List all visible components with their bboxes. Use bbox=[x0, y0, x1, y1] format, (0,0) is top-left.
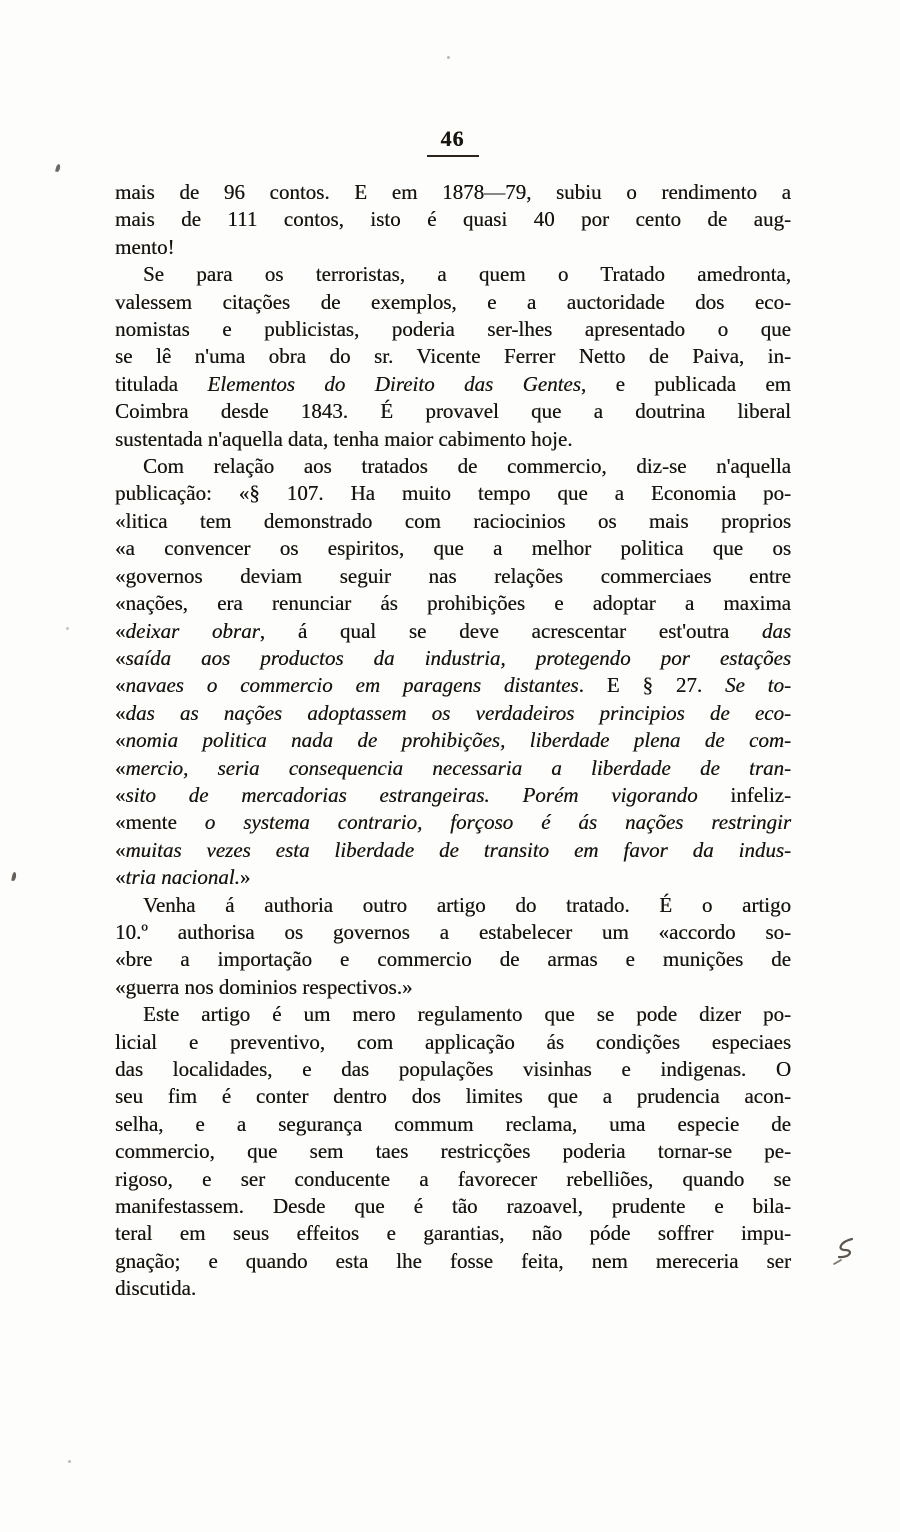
text-segment: rigoso, e ser conducente a favorecer rebelliões, quando se bbox=[115, 1166, 791, 1191]
text-line bbox=[115, 1275, 791, 1302]
text-line bbox=[115, 809, 791, 836]
text-line bbox=[115, 508, 791, 535]
text-segment: «governos deviam seguir nas relações commerciaes entre bbox=[115, 563, 791, 588]
italic-text-segment: sito de mercadorias estrangeiras. Porém vigorando bbox=[125, 782, 698, 807]
text-line bbox=[115, 206, 791, 233]
italic-text-segment: Elementos do Direito das Gentes bbox=[207, 371, 581, 396]
ink-speck bbox=[68, 1460, 71, 1463]
text-segment: » bbox=[239, 865, 251, 890]
text-line bbox=[115, 563, 791, 590]
text-line bbox=[115, 1166, 791, 1193]
ink-speck bbox=[447, 56, 450, 59]
text-line bbox=[115, 1193, 791, 1220]
text-line bbox=[115, 837, 791, 864]
text-segment: valessem citações de exemplos, e a auctoridade dos eco- bbox=[115, 289, 791, 314]
text-line bbox=[115, 1056, 791, 1083]
page-header bbox=[115, 0, 790, 157]
text-segment: publicação: «§ 107. Ha muito tempo que a Economia po- bbox=[115, 481, 791, 506]
text-segment: selha, e a segurança commum reclama, uma especie de bbox=[115, 1111, 791, 1136]
text-segment: «guerra nos dominios respectivos.» bbox=[115, 974, 413, 999]
text-segment: sustentada n'aquella data, tenha maior cabimento hoje. bbox=[115, 426, 573, 451]
text-segment: Se para os terroristas, a quem o Tratado amedronta, bbox=[143, 262, 791, 287]
text-segment: mais de 96 contos. E em 1878—79, subiu o rendimento a bbox=[115, 180, 791, 204]
text-line bbox=[115, 179, 791, 206]
italic-text-segment: nomia politica nada de prohibições, liberdade plena de com- bbox=[125, 728, 791, 753]
text-line bbox=[115, 453, 791, 480]
text-segment: « bbox=[115, 618, 126, 643]
text-segment: teral em seus effeitos e garantias, não póde soffrer impu- bbox=[115, 1221, 791, 1246]
text-segment: «litica tem demonstrado com raciocinios os mais proprios bbox=[115, 508, 791, 533]
ink-speck bbox=[11, 872, 17, 882]
text-segment: infeliz- bbox=[697, 782, 792, 807]
ink-speck bbox=[66, 627, 69, 630]
italic-text-segment: mercio, seria consequencia necessaria a liberdade de tran- bbox=[125, 755, 791, 780]
italic-text-segment: Se to- bbox=[724, 673, 792, 698]
text-segment: , á qual se deve acrescentar est'outra bbox=[259, 618, 762, 643]
text-segment: «nações, era renunciar ás prohibições e adoptar a maxima bbox=[115, 591, 791, 616]
text-line bbox=[115, 590, 791, 617]
text-line bbox=[115, 1029, 791, 1056]
text-line bbox=[115, 618, 791, 645]
text-segment: seu fim é conter dentro dos limites que a prudencia acon- bbox=[115, 1084, 791, 1109]
italic-text-segment: o systema contrario, forçoso é ás nações restringir bbox=[204, 810, 791, 835]
italic-text-segment: das as nações adoptassem os verdadeiros principios de eco- bbox=[125, 700, 791, 725]
text-line bbox=[115, 289, 791, 316]
text-segment: mais de 111 contos, isto é quasi 40 por cento de aug- bbox=[115, 207, 791, 232]
text-segment: Venha á authoria outro artigo do tratado. É o artigo bbox=[143, 892, 791, 917]
text-line bbox=[115, 426, 791, 453]
text-line bbox=[115, 755, 791, 782]
text-line bbox=[115, 672, 791, 699]
text-line bbox=[115, 1220, 791, 1247]
text-segment: mento! bbox=[115, 234, 175, 259]
text-segment: « bbox=[115, 837, 126, 862]
text-line bbox=[115, 1248, 791, 1275]
italic-text-segment: deixar obrar bbox=[125, 618, 260, 643]
text-segment: «mente bbox=[115, 810, 205, 835]
text-segment: « bbox=[115, 673, 126, 698]
italic-text-segment: tria nacional. bbox=[125, 865, 240, 890]
text-line bbox=[115, 700, 791, 727]
text-segment: commercio, que sem taes restricções poderia tornar-se pe- bbox=[115, 1139, 791, 1164]
text-line bbox=[115, 343, 791, 370]
text-line bbox=[115, 1083, 791, 1110]
text-segment: , e publicada em bbox=[580, 371, 791, 396]
text-line bbox=[115, 316, 791, 343]
text-line bbox=[115, 919, 791, 946]
text-line bbox=[115, 645, 791, 672]
text-segment: «bre a importação e commercio de armas e munições de bbox=[115, 947, 791, 972]
text-segment: licial e preventivo, com applicação ás condições especiaes bbox=[115, 1029, 791, 1054]
ink-speck bbox=[55, 164, 61, 173]
text-line bbox=[115, 727, 791, 754]
text-segment: «a convencer os espiritos, que a melhor politica que os bbox=[115, 536, 791, 561]
text-line bbox=[115, 234, 791, 261]
text-line bbox=[115, 398, 791, 425]
body-text bbox=[115, 179, 791, 1303]
text-segment: Este artigo é um mero regulamento que se pode dizer po- bbox=[143, 1002, 791, 1027]
text-line bbox=[115, 1111, 791, 1138]
text-segment: « bbox=[115, 782, 126, 807]
text-line bbox=[115, 535, 791, 562]
text-segment: « bbox=[115, 865, 126, 890]
text-segment: das localidades, e das populações visinhas e indigenas. O bbox=[115, 1057, 791, 1081]
text-segment: titulada bbox=[115, 371, 208, 396]
ink-smudge bbox=[828, 1236, 862, 1270]
italic-text-segment: das bbox=[761, 618, 791, 643]
text-line bbox=[115, 974, 791, 1001]
text-line bbox=[115, 1138, 791, 1165]
text-segment: gnação; e quando esta lhe fosse feita, nem mereceria ser bbox=[115, 1248, 791, 1273]
text-line bbox=[115, 892, 791, 919]
text-segment: « bbox=[115, 700, 126, 725]
italic-text-segment: muitas vezes esta liberdade de transito em favor da indus- bbox=[125, 837, 791, 862]
text-segment: « bbox=[115, 728, 126, 753]
page-number: 46 bbox=[427, 126, 479, 157]
text-line bbox=[115, 864, 791, 891]
italic-text-segment: navaes o commercio em paragens distantes bbox=[125, 673, 579, 698]
text-segment: « bbox=[115, 755, 126, 780]
text-line bbox=[115, 371, 791, 398]
text-line bbox=[115, 946, 791, 973]
text-line bbox=[115, 480, 791, 507]
text-segment: discutida. bbox=[115, 1276, 197, 1301]
text-segment: nomistas e publicistas, poderia ser-lhes apresentado o que bbox=[115, 317, 791, 342]
text-segment: se lê n'uma obra do sr. Vicente Ferrer Netto de Paiva, in- bbox=[115, 344, 791, 369]
text-segment: . E § 27. bbox=[578, 673, 725, 698]
text-segment: « bbox=[115, 645, 126, 670]
italic-text-segment: saída aos productos da industria, protegendo por estações bbox=[125, 645, 791, 670]
text-segment: Coimbra desde 1843. É provavel que a doutrina liberal bbox=[115, 399, 791, 424]
text-line bbox=[115, 782, 791, 809]
text-segment: manifestassem. Desde que é tão razoavel, prudente e bila- bbox=[115, 1194, 791, 1219]
text-line bbox=[115, 1001, 791, 1028]
text-line bbox=[115, 261, 791, 288]
text-segment: Com relação aos tratados de commercio, diz-se n'aquella bbox=[143, 454, 791, 479]
text-segment: 10.º authorisa os governos a estabelecer um «accordo so- bbox=[115, 919, 791, 944]
